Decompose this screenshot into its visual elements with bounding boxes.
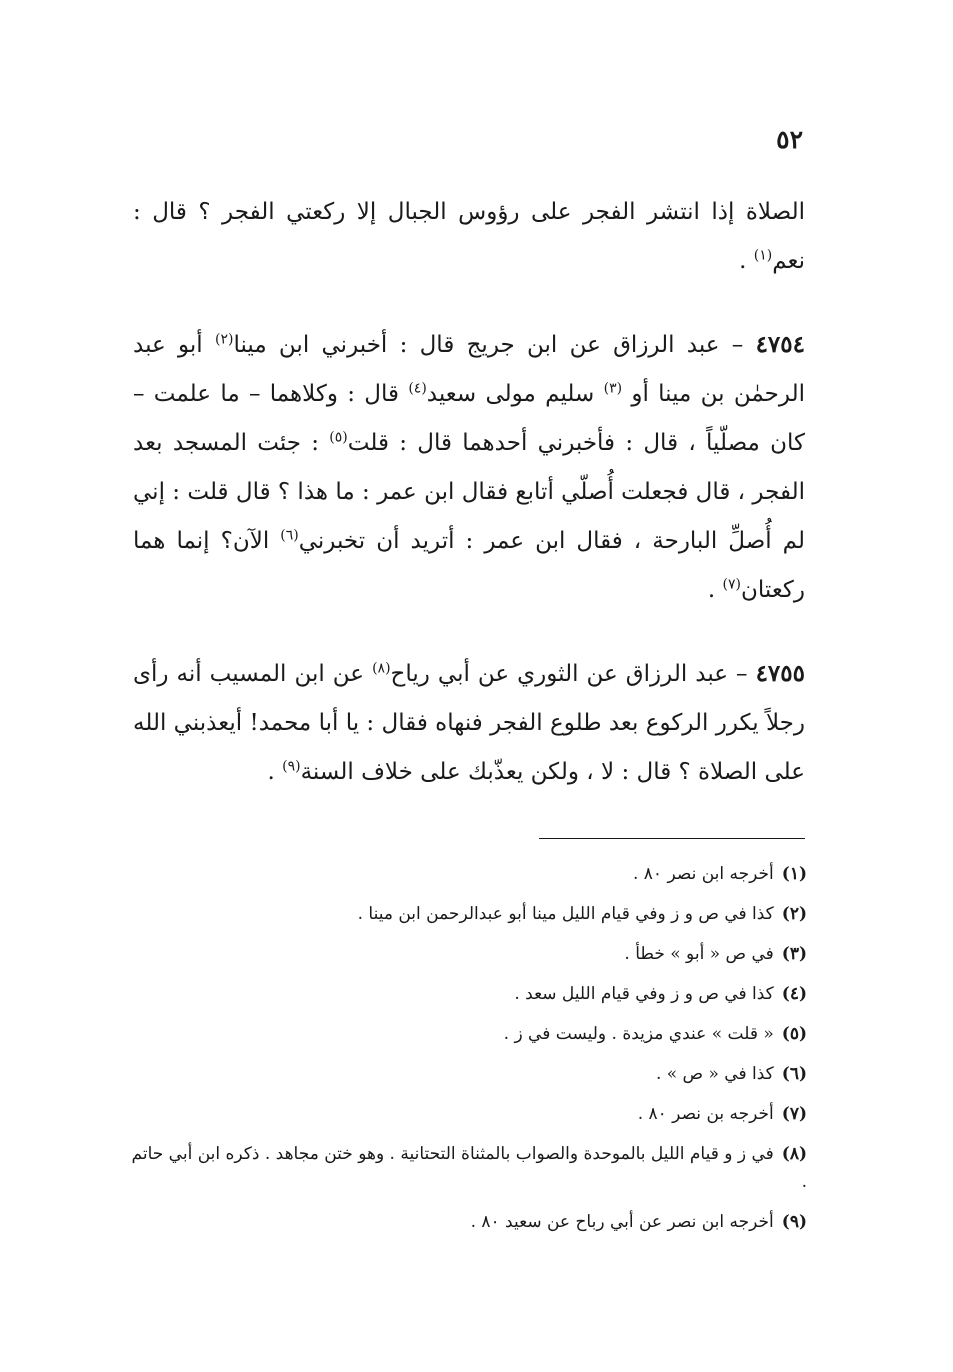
footnote-text: في ص « أبو » خطأ . — [624, 944, 774, 964]
footnote-text: « قلت » عندي مزيدة . وليست في ز . — [503, 1024, 774, 1044]
paragraph-text: – عبد الرزاق عن الثوري عن أبي رياح — [390, 661, 756, 687]
footnote-number: (٦) — [781, 1064, 807, 1084]
paragraph-tail: . — [707, 577, 723, 603]
footnote-item — [131, 940, 807, 968]
footnote-reference[interactable]: (٣) — [603, 380, 623, 397]
footnote-item — [131, 860, 807, 888]
footnote-item — [131, 1140, 807, 1196]
footnote-text: كذا في ص و ز وفي قيام الليل مينا أبو عبدالرحمن ابن مينا . — [357, 904, 774, 924]
footnote-reference[interactable]: (٢) — [214, 331, 234, 348]
footnote-number: (٢) — [781, 904, 807, 924]
footnote-text: أخرجه بن نصر ٨٠ . — [637, 1104, 774, 1124]
footnote-text: أخرجه ابن نصر ٨٠ . — [632, 864, 774, 884]
footnote-number: (٧) — [781, 1104, 807, 1124]
main-text — [133, 188, 805, 831]
footnote-reference[interactable]: (٦) — [280, 527, 299, 544]
hadith-entry-4754 — [133, 320, 805, 615]
footnote-item — [131, 1208, 807, 1236]
footnote-item — [131, 1020, 807, 1048]
footnote-item — [131, 900, 807, 928]
footnote-number: (٥) — [781, 1024, 807, 1044]
footnote-reference[interactable]: (١) — [753, 247, 773, 264]
paragraph-text: الصلاة إذا انتشر الفجر على رؤوس الجبال إلا ركعتي الفجر ؟ قال : نعم — [133, 199, 805, 274]
paragraph-text: قال : وكلاهما – ما علمت – كان مصلّياً ، قال : فأخبرني أحدهما قال : قلت — [133, 381, 805, 456]
paragraph-text: عن ابن المسيب أنه رأى رجلاً يكرر الركوع بعد طلوع الفجر فنهاه فقال : يا أبا محمد! أيعذبني الله على الصلاة ؟ قال : لا ، ولكن يعذّبك على خلاف السنة — [133, 661, 805, 785]
footnote-item — [131, 1060, 807, 1088]
footnote-reference[interactable]: (٩) — [282, 758, 301, 775]
paragraph-text: الآن؟ إنما هما ركعتان — [133, 528, 805, 603]
footnote-text: كذا في ص و ز وفي قيام الليل سعد . — [514, 984, 774, 1004]
footnote-reference[interactable]: (٧) — [722, 576, 741, 593]
paragraph-tail: . — [739, 248, 754, 274]
footnote-text: أخرجه ابن نصر عن أبي رباح عن سعيد ٨٠ . — [470, 1212, 774, 1232]
entry-number: ٤٧٥٥ — [755, 660, 805, 687]
footnote-reference[interactable]: (٨) — [372, 660, 391, 677]
paragraph-text: أبو عبد الرحمٰن بن مينا أو — [133, 332, 805, 407]
paragraph-text: : جئت المسجد بعد الفجر ، قال فجعلت أُصلّي أتابع فقال ابن عمر : ما هذا ؟ قال قلت : إني لم أُصلِّ البارحة ، فقال ابن عمر : أتريد أن تخبرني — [133, 430, 806, 554]
footnote-text: كذا في « ص » . — [655, 1064, 774, 1084]
footnote-number: (٣) — [781, 944, 807, 964]
footnote-number: (٤) — [781, 984, 807, 1004]
paragraph-text: سليم مولى سعيد — [426, 381, 604, 407]
footnote-reference[interactable]: (٤) — [408, 380, 427, 397]
footnote-number: (١) — [781, 864, 807, 884]
footnote-item — [131, 1100, 807, 1128]
footnote-item — [131, 980, 807, 1008]
footnote-reference[interactable]: (٥) — [329, 429, 348, 446]
paragraph-text: – عبد الرزاق عن ابن جريج قال : أخبرني ابن مينا — [233, 332, 756, 358]
paragraph-continuation — [133, 188, 805, 286]
page-number: ٥٢ — [776, 125, 803, 154]
footnote-separator — [539, 838, 805, 839]
footnote-text: في ز و قيام الليل بالموحدة والصواب بالمثناة التحتانية . وهو ختن مجاهد . ذكره ابن أبي حاتم . — [131, 1144, 807, 1192]
footnotes-list — [131, 860, 807, 1248]
footnote-number: (٨) — [781, 1144, 807, 1164]
paragraph-tail: . — [267, 759, 283, 785]
footnote-number: (٩) — [781, 1212, 807, 1232]
hadith-entry-4755 — [133, 649, 805, 797]
entry-number: ٤٧٥٤ — [755, 331, 805, 358]
